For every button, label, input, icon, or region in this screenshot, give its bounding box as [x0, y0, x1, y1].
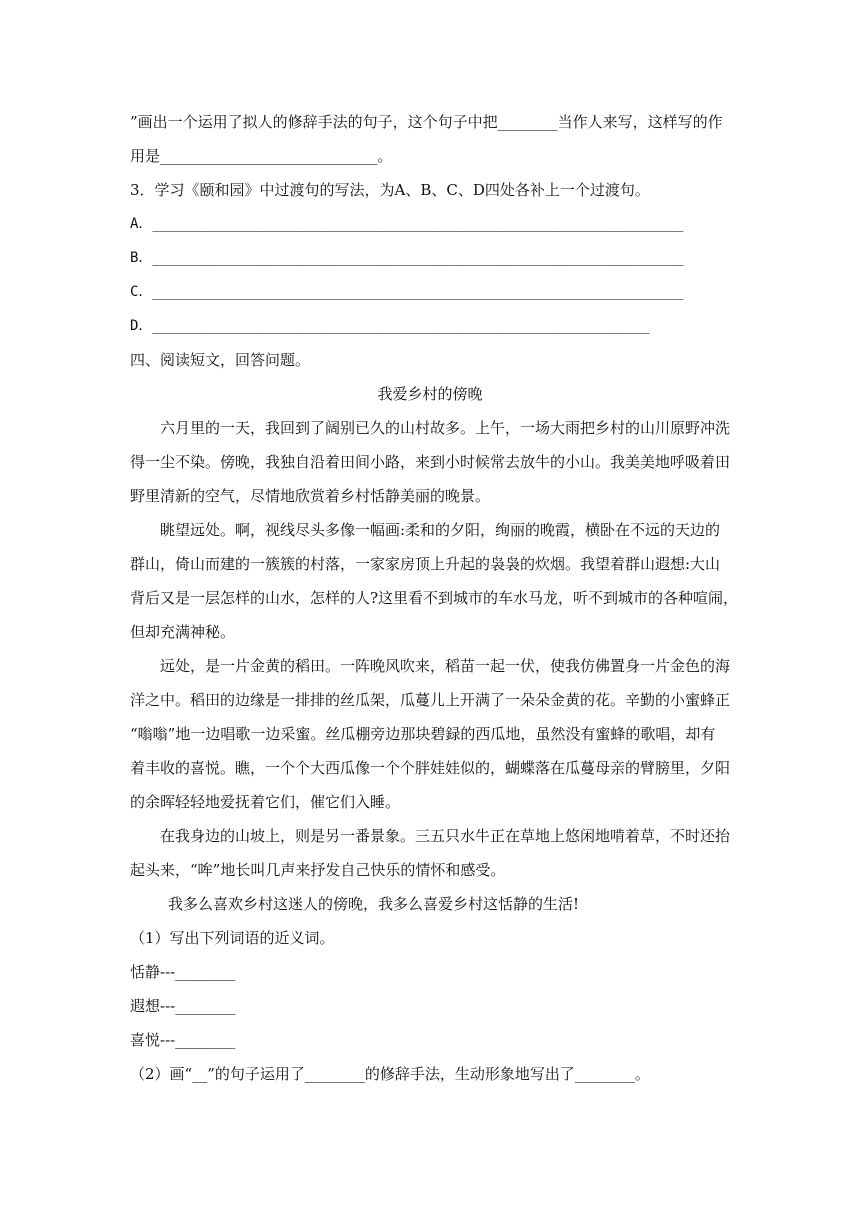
- q3-answer-d: D．___________________________________________________________: [130, 318, 650, 334]
- para2-line3: 背后又是一层怎样的山水，怎样的人?这里看不到城市的车水马龙，听不到城市的各种喧闹，: [130, 589, 739, 607]
- q1-item-c: 喜悦---________: [130, 1031, 236, 1049]
- para2-line4: 但却充满神秘。: [130, 623, 236, 641]
- article-title: 我爱乡村的傍晚: [377, 385, 483, 403]
- q1-prompt: （1）写出下列词语的近义词。: [130, 929, 335, 947]
- para3-line1: 远处，是一片金黄的稻田。一阵晚风吹来，稻苗一起一伏，使我仿佛置身一片金色的海: [160, 657, 731, 675]
- q1-item-b: 遐想---________: [130, 997, 236, 1015]
- q1-item-a: 恬静---________: [130, 963, 236, 981]
- q3-prompt: 3．学习《颐和园》中过渡句的写法，为A、B、C、D四处各补上一个过渡句。: [130, 181, 650, 199]
- q2-prompt: （2）画“__”的句子运用了________的修辞手法，生动形象地写出了________。: [130, 1065, 650, 1083]
- para2-line1: 眺望远处。啊，视线尽头多像一幅画:柔和的夕阳，绚丽的晚霞，横卧在不远的天边的: [160, 521, 721, 539]
- para1-line3: 野里清新的空气，尽情地欣赏着乡村恬静美丽的晚景。: [130, 487, 491, 505]
- para3-line4: 着丰收的喜悦。瞧，一个个大西瓜像一个个胖娃娃似的，蝴蝶落在瓜蔓母亲的臂膀里，夕阳: [130, 759, 731, 777]
- para3-line3: “嗡嗡”地一边唱歌一边采蜜。丝瓜棚旁边那块碧録的西瓜地，虽然没有蜜蜂的歌唱，却有: [130, 725, 716, 743]
- para4-line2: 起头来，“哞”地长叫几声来抒发自己快乐的情怀和感受。: [130, 861, 506, 879]
- para1-line2: 得一尘不染。傍晚，我独自沿着田间小路，来到小时候常去放牛的小山。我美美地呼吸着田: [130, 453, 731, 471]
- q2-text-line2: 用是_____________________________。: [130, 147, 393, 165]
- q3-answer-c: C．_______________________________________________________________: [130, 284, 684, 300]
- para2-line2: 群山，倚山而建的一簇簇的村落，一家家房顶上升起的袅袅的炊烟。我望着群山遐想:大山: [130, 555, 721, 573]
- para3-line2: 洋之中。稻田的边缘是一排排的丝瓜架，瓜蔓儿上开满了一朵朵金黄的花。辛勤的小蜜蜂正: [130, 691, 731, 709]
- q2-text-line1: ”画出一个运用了拟人的修辞手法的句子，这个句子中把________当作人来写，这样写的作: [130, 113, 723, 131]
- q3-answer-b: B．_______________________________________________________________: [130, 250, 684, 266]
- q3-answer-a: A．_______________________________________________________________: [130, 216, 684, 232]
- para4-line1: 在我身边的山坡上，则是另一番景象。三五只水牛正在草地上悠闲地啃着草，不时还抬: [160, 827, 731, 845]
- para1-line1: 六月里的一天，我回到了阔别已久的山村故多。上午，一场大雨把乡村的山川原野冲洗: [160, 419, 731, 437]
- section-heading: 四、阅读短文，回答问题。: [130, 351, 311, 369]
- para5-line1: 我多么喜欢乡村这迷人的傍晚，我多么喜爱乡村这恬静的生活!: [168, 895, 580, 913]
- para3-line5: 的余晖轻轻地爱抚着它们，催它们入睡。: [130, 793, 401, 811]
